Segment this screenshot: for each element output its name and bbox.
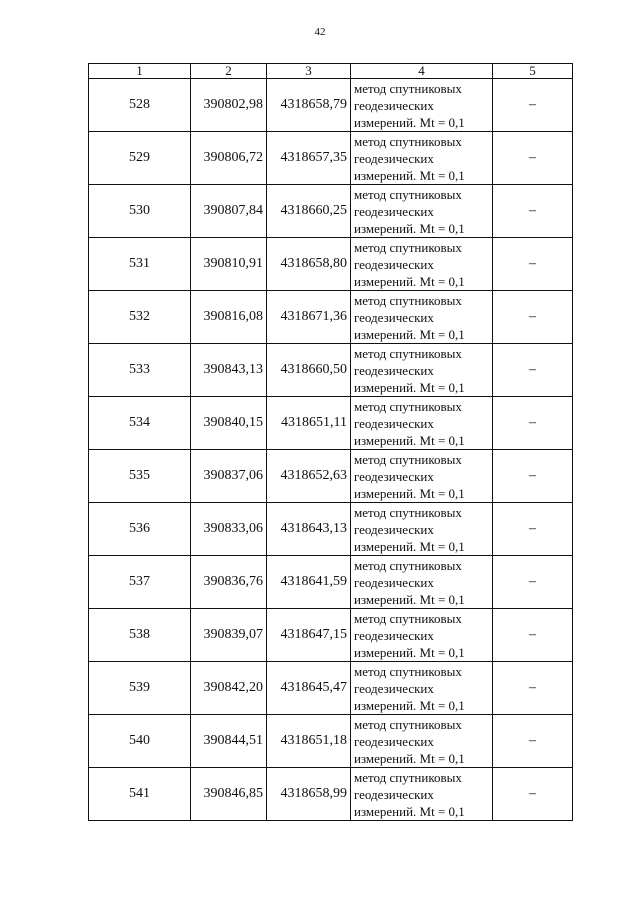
header-col-1: 1 [89,64,191,79]
column-5-cell: – [493,768,573,821]
method-cell [351,132,493,185]
x-coordinate-cell: 390836,76 [191,556,267,609]
x-coordinate-cell: 390833,06 [191,503,267,556]
method-line: метод спутниковых [354,716,462,732]
column-5-cell: – [493,450,573,503]
point-number-cell: 532 [89,291,191,344]
method-line: геодезических [354,203,434,219]
y-coordinate-cell: 4318641,59 [267,556,351,609]
y-coordinate-cell: 4318643,13 [267,503,351,556]
table-row [89,768,573,821]
method-cell [351,291,493,344]
column-5-cell: – [493,185,573,238]
page-number: 42 [314,26,326,38]
point-number-cell: 528 [89,79,191,132]
x-coordinate-cell: 390844,51 [191,715,267,768]
point-number-cell: 531 [89,238,191,291]
method-line: измерений. Mt = 0,1 [354,432,465,448]
method-line: измерений. Mt = 0,1 [354,326,465,342]
method-line: измерений. Mt = 0,1 [354,379,465,395]
table-row [89,291,573,344]
method-line: метод спутниковых [354,186,462,202]
table-row [89,344,573,397]
method-cell [351,79,493,132]
column-5-cell: – [493,609,573,662]
method-line: геодезических [354,786,434,802]
x-coordinate-cell: 390846,85 [191,768,267,821]
point-number-cell: 533 [89,344,191,397]
method-line: геодезических [354,97,434,113]
table-row [89,556,573,609]
table-row [89,503,573,556]
method-cell [351,556,493,609]
column-5-cell: – [493,238,573,291]
method-line: измерений. Mt = 0,1 [354,114,465,130]
method-line: метод спутниковых [354,80,462,96]
point-number-cell: 534 [89,397,191,450]
method-line: геодезических [354,362,434,378]
table-row [89,450,573,503]
method-cell [351,450,493,503]
method-cell [351,397,493,450]
point-number-cell: 537 [89,556,191,609]
method-cell [351,185,493,238]
point-number-cell: 529 [89,132,191,185]
point-number-cell: 538 [89,609,191,662]
y-coordinate-cell: 4318647,15 [267,609,351,662]
column-5-cell: – [493,291,573,344]
table-row [89,238,573,291]
method-line: метод спутниковых [354,239,462,255]
x-coordinate-cell: 390807,84 [191,185,267,238]
table-row [89,609,573,662]
method-cell [351,503,493,556]
method-cell [351,609,493,662]
method-line: измерений. Mt = 0,1 [354,273,465,289]
x-coordinate-cell: 390806,72 [191,132,267,185]
method-line: метод спутниковых [354,610,462,626]
method-line: геодезических [354,627,434,643]
header-col-3: 3 [267,64,351,79]
table-row [89,185,573,238]
y-coordinate-cell: 4318651,18 [267,715,351,768]
y-coordinate-cell: 4318652,63 [267,450,351,503]
method-line: геодезических [354,256,434,272]
method-line: метод спутниковых [354,451,462,467]
column-5-cell: – [493,715,573,768]
point-number-cell: 536 [89,503,191,556]
method-line: измерений. Mt = 0,1 [354,485,465,501]
method-line: метод спутниковых [354,133,462,149]
column-5-cell: – [493,662,573,715]
method-cell [351,662,493,715]
y-coordinate-cell: 4318657,35 [267,132,351,185]
method-line: геодезических [354,733,434,749]
header-col-5: 5 [493,64,573,79]
table-row [89,397,573,450]
method-cell [351,768,493,821]
method-line: измерений. Mt = 0,1 [354,591,465,607]
method-line: геодезических [354,521,434,537]
y-coordinate-cell: 4318658,99 [267,768,351,821]
y-coordinate-cell: 4318660,50 [267,344,351,397]
x-coordinate-cell: 390842,20 [191,662,267,715]
method-line: измерений. Mt = 0,1 [354,697,465,713]
point-number-cell: 535 [89,450,191,503]
x-coordinate-cell: 390810,91 [191,238,267,291]
header-col-4: 4 [351,64,493,79]
table-row [89,132,573,185]
header-col-2: 2 [191,64,267,79]
method-line: геодезических [354,150,434,166]
point-number-cell: 539 [89,662,191,715]
x-coordinate-cell: 390816,08 [191,291,267,344]
table-row [89,79,573,132]
column-5-cell: – [493,556,573,609]
y-coordinate-cell: 4318660,25 [267,185,351,238]
y-coordinate-cell: 4318671,36 [267,291,351,344]
column-5-cell: – [493,397,573,450]
method-cell [351,715,493,768]
column-5-cell: – [493,132,573,185]
method-line: геодезических [354,415,434,431]
table-row [89,662,573,715]
method-cell [351,344,493,397]
method-line: геодезических [354,574,434,590]
method-line: измерений. Mt = 0,1 [354,803,465,819]
x-coordinate-cell: 390839,07 [191,609,267,662]
y-coordinate-cell: 4318651,11 [267,397,351,450]
table-row [89,715,573,768]
column-5-cell: – [493,79,573,132]
method-line: метод спутниковых [354,292,462,308]
method-line: метод спутниковых [354,398,462,414]
method-line: измерений. Mt = 0,1 [354,220,465,236]
header-row [89,64,573,79]
table-header [89,64,573,79]
method-line: измерений. Mt = 0,1 [354,750,465,766]
method-line: геодезических [354,680,434,696]
x-coordinate-cell: 390837,06 [191,450,267,503]
method-line: геодезических [354,309,434,325]
point-number-cell: 530 [89,185,191,238]
column-5-cell: – [493,503,573,556]
method-line: метод спутниковых [354,345,462,361]
y-coordinate-cell: 4318658,79 [267,79,351,132]
method-line: метод спутниковых [354,663,462,679]
x-coordinate-cell: 390802,98 [191,79,267,132]
point-number-cell: 540 [89,715,191,768]
method-cell [351,238,493,291]
method-line: геодезических [354,468,434,484]
method-line: метод спутниковых [354,557,462,573]
method-line: измерений. Mt = 0,1 [354,538,465,554]
x-coordinate-cell: 390843,13 [191,344,267,397]
method-line: измерений. Mt = 0,1 [354,167,465,183]
coordinates-table [88,63,573,821]
point-number-cell: 541 [89,768,191,821]
method-line: метод спутниковых [354,769,462,785]
y-coordinate-cell: 4318645,47 [267,662,351,715]
table-body [89,79,573,821]
x-coordinate-cell: 390840,15 [191,397,267,450]
column-5-cell: – [493,344,573,397]
y-coordinate-cell: 4318658,80 [267,238,351,291]
method-line: метод спутниковых [354,504,462,520]
method-line: измерений. Mt = 0,1 [354,644,465,660]
